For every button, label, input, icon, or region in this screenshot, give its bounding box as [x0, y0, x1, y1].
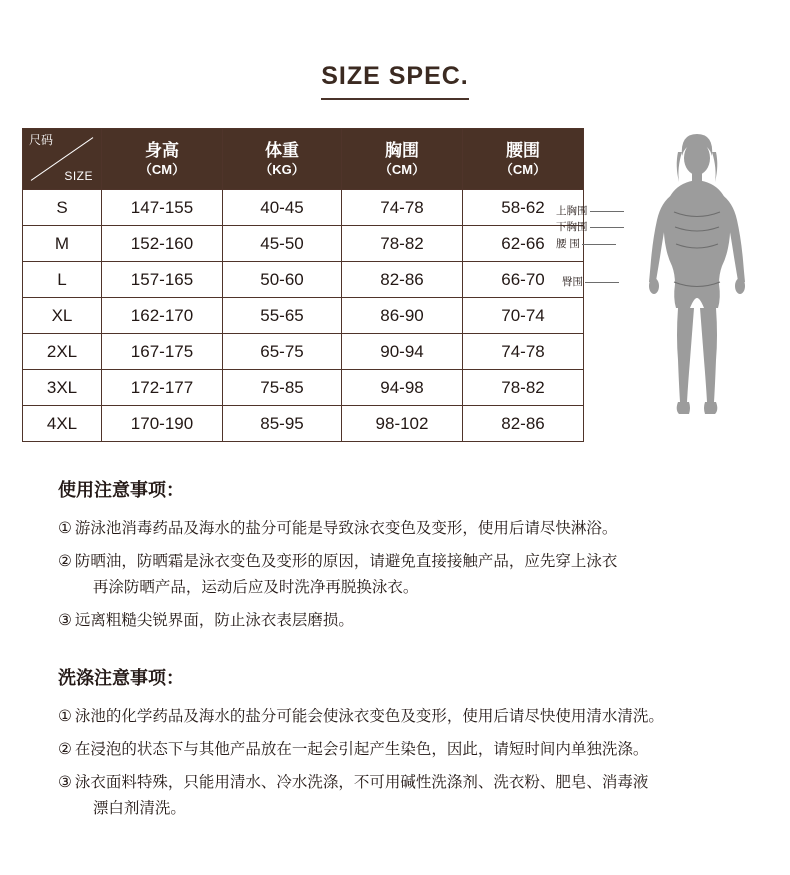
cell-bust: 82-86 [342, 262, 463, 298]
note-text [75, 770, 758, 822]
usage-note-1 [58, 516, 758, 542]
usage-heading: 使用注意事项： [58, 480, 184, 500]
header-height-unit: （CM） [138, 161, 186, 177]
washing-note-3 [58, 770, 758, 822]
header-weight-cn: 体重 [265, 141, 299, 161]
cell-weight: 75-85 [223, 370, 342, 406]
size-table-head [23, 129, 584, 190]
cell-waist: 74-78 [463, 334, 584, 370]
cell-size: M [23, 226, 102, 262]
cell-weight: 55-65 [223, 298, 342, 334]
cell-size: S [23, 190, 102, 226]
notes-section [0, 442, 758, 822]
cell-size: 3XL [23, 370, 102, 406]
note-number: ② [58, 741, 72, 759]
note-number: ② [58, 553, 72, 571]
cell-waist: 82-86 [463, 406, 584, 442]
cell-waist: 66-70 [463, 262, 584, 298]
page-title: SIZE SPEC. [321, 62, 469, 100]
cell-size: 2XL [23, 334, 102, 370]
note-number: ① [58, 708, 72, 726]
cell-height: 167-175 [102, 334, 223, 370]
table-row [23, 226, 584, 262]
table-row [23, 406, 584, 442]
label-under-bust: 下胸围 [556, 222, 624, 233]
measurement-figure [556, 132, 790, 432]
cell-bust: 78-82 [342, 226, 463, 262]
cell-weight: 65-75 [223, 334, 342, 370]
label-waist: 腰 围 [556, 239, 616, 250]
note-text: 远离粗糙尖锐界面，防止泳衣表层磨损。 [74, 612, 354, 630]
cell-waist: 62-66 [463, 226, 584, 262]
cell-weight: 45-50 [223, 226, 342, 262]
cell-waist: 58-62 [463, 190, 584, 226]
corner-label-en: SIZE [64, 169, 93, 183]
note-text: 游泳池消毒药品及海水的盐分可能是导致泳衣变色及变形，使用后请尽快淋浴。 [74, 520, 618, 537]
cell-height: 172-177 [102, 370, 223, 406]
leader-line [585, 282, 619, 283]
cell-waist: 70-74 [463, 298, 584, 334]
cell-waist: 78-82 [463, 370, 584, 406]
note-text [75, 549, 758, 601]
table-header-row [23, 129, 584, 190]
cell-weight: 40-45 [223, 190, 342, 226]
leader-line [582, 244, 616, 245]
table-row [23, 334, 584, 370]
table-row [23, 298, 584, 334]
note-text-line1: 防晒油，防晒霜是泳衣变色及变形的原因，请避免直接接触产品，应先穿上泳衣 [74, 553, 618, 571]
washing-note-1 [58, 704, 758, 730]
note-number: ③ [58, 774, 72, 792]
cell-height: 162-170 [102, 298, 223, 334]
washing-note-2 [58, 737, 758, 763]
note-number: ③ [58, 612, 72, 630]
label-upper-bust: 上胸围 [556, 206, 624, 217]
corner-label-cn: 尺码 [29, 133, 54, 147]
size-spec-section [0, 128, 790, 442]
note-number: ① [58, 520, 72, 537]
cell-height: 152-160 [102, 226, 223, 262]
table-corner-header [23, 129, 102, 190]
cell-size: L [23, 262, 102, 298]
table-row [23, 262, 584, 298]
header-height [102, 129, 223, 190]
header-waist-cn: 腰围 [506, 141, 540, 161]
cell-bust: 94-98 [342, 370, 463, 406]
cell-height: 170-190 [102, 406, 223, 442]
table-row [23, 190, 584, 226]
header-bust-cn: 胸围 [385, 141, 419, 161]
note-text-line2: 漂白剂清洗。 [92, 800, 186, 818]
cell-bust: 90-94 [342, 334, 463, 370]
note-text: 在浸泡的状态下与其他产品放在一起会引起产生染色，因此，请短时间内单独洗涤。 [74, 741, 649, 759]
cell-bust: 74-78 [342, 190, 463, 226]
size-table-body [23, 190, 584, 442]
page-title-container [0, 0, 790, 100]
cell-bust: 98-102 [342, 406, 463, 442]
washing-heading: 洗涤注意事项： [58, 668, 184, 689]
leader-line [590, 211, 624, 212]
cell-size: XL [23, 298, 102, 334]
header-weight-unit: （KG） [259, 161, 305, 177]
cell-size: 4XL [23, 406, 102, 442]
header-waist-unit: （CM） [499, 161, 547, 177]
note-text-line1: 泳衣面料特殊，只能用清水、冷水洗涤，不可用碱性洗涤剂、洗衣粉、肥皂、消毒液 [74, 774, 649, 792]
header-bust-unit: （CM） [378, 161, 426, 177]
female-body-silhouette-icon [602, 132, 790, 432]
usage-note-3 [58, 608, 758, 634]
usage-note-2 [58, 549, 758, 601]
cell-bust: 86-90 [342, 298, 463, 334]
header-waist [463, 129, 584, 190]
leader-line [590, 227, 624, 228]
header-bust [342, 129, 463, 190]
size-table [22, 128, 584, 442]
note-text-line2: 再涂防晒产品，运动后应及时洗净再脱换泳衣。 [92, 579, 419, 597]
header-height-cn: 身高 [145, 141, 179, 161]
cell-height: 147-155 [102, 190, 223, 226]
cell-weight: 85-95 [223, 406, 342, 442]
cell-height: 157-165 [102, 262, 223, 298]
header-weight [223, 129, 342, 190]
note-text: 泳池的化学药品及海水的盐分可能会使泳衣变色及变形，使用后请尽快使用清水清洗。 [74, 708, 664, 726]
table-row [23, 370, 584, 406]
cell-weight: 50-60 [223, 262, 342, 298]
label-hip: 臀围 [562, 277, 619, 288]
